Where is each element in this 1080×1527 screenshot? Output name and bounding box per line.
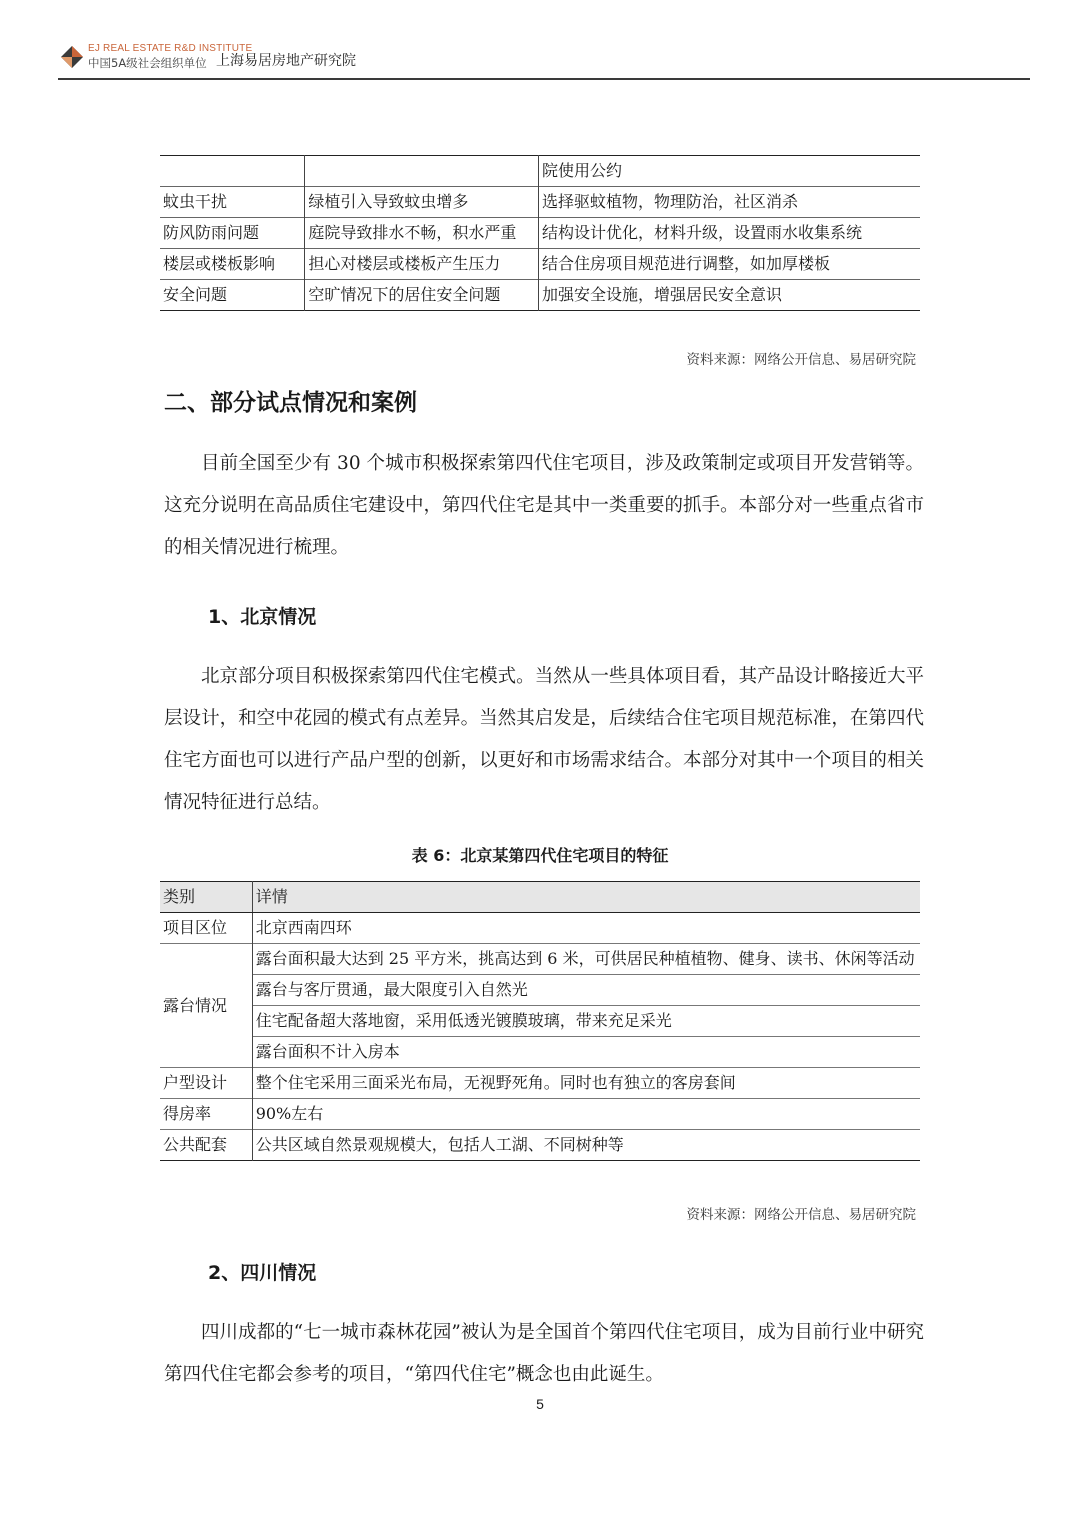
table-row: [160, 1130, 920, 1161]
table-cell: 公共区域自然景观规模大，包括人工湖、不同树种等: [252, 1130, 920, 1161]
table-row: [160, 249, 920, 280]
table-cell: 90%左右: [252, 1099, 920, 1130]
beijing-project-table: [160, 881, 920, 1161]
table-cell: 绿植引入导致蚊虫增多: [305, 187, 539, 218]
sichuan-paragraph: 四川成都的“七一城市森林花园”被认为是全国首个第四代住宅项目，成为目前行业中研究第四代住宅都会参考的项目，“第四代住宅”概念也由此诞生。: [164, 1322, 924, 1385]
table-cell: [305, 156, 539, 187]
table-row: [160, 1068, 920, 1099]
subsection-heading-beijing: 1、北京情况: [208, 606, 317, 628]
table-caption: 表 6：北京某第四代住宅项目的特征: [411, 846, 669, 865]
table-cell: 整个住宅采用三面采光布局，无视野死角。同时也有独立的客房套间: [252, 1068, 920, 1099]
table-cell: 院使用公约: [538, 156, 920, 187]
table-row: [160, 156, 920, 187]
table-cell: [160, 156, 305, 187]
risk-solution-table: [160, 155, 920, 311]
table-header-row: [160, 882, 920, 913]
table-cell: 担心对楼层或楼板产生压力: [305, 249, 539, 280]
table-row: [160, 975, 920, 1006]
org-name: 上海易居房地产研究院: [216, 53, 356, 69]
table-row: [160, 218, 920, 249]
table-cell: 露台面积最大达到 25 平方米，挑高达到 6 米，可供居民种植植物、健身、读书、休闲等活动: [252, 944, 920, 975]
column-header: 详情: [252, 882, 920, 913]
row-label: 得房率: [160, 1099, 252, 1130]
table-cell: 选择驱蚊植物，物理防治，社区消杀: [538, 187, 920, 218]
table-cell: 防风防雨问题: [160, 218, 305, 249]
beijing-paragraph: 北京部分项目积极探索第四代住宅模式。当然从一些具体项目看，其产品设计略接近大平层设计，和空中花园的模式有点差异。当然其启发是，后续结合住宅项目规范标准，在第四代住宅方面也可以进行产品户型的创新，以更好和市场需求结合。本部分对其中一个项目的相关情况特征进行总结。: [164, 666, 924, 813]
table-cell: 结构设计优化，材料升级，设置雨水收集系统: [538, 218, 920, 249]
table-source-note: 资料来源：网络公开信息、易居研究院: [686, 352, 916, 368]
table-cell: 安全问题: [160, 280, 305, 311]
table-row: [160, 1006, 920, 1037]
institute-logo: [60, 45, 84, 69]
column-header: 类别: [160, 882, 252, 913]
row-label: 露台情况: [160, 944, 252, 1068]
table-source-note: 资料来源：网络公开信息、易居研究院: [686, 1207, 916, 1223]
page-number: 5: [536, 1396, 544, 1412]
table-cell: 住宅配备超大落地窗，采用低透光镀膜玻璃，带来充足采光: [252, 1006, 920, 1037]
table-cell: 蚊虫干扰: [160, 187, 305, 218]
section-intro-paragraph: 目前全国至少有 30 个城市积极探索第四代住宅项目，涉及政策制定或项目开发营销等。这充分说明在高品质住宅建设中，第四代住宅是其中一类重要的抓手。本部分对一些重点省市的相关情况进行梳理。: [164, 453, 924, 558]
table-cell: 露台面积不计入房本: [252, 1037, 920, 1068]
org-english-name: EJ REAL ESTATE R&D INSTITUTE: [88, 43, 253, 54]
table-row: [160, 913, 920, 944]
table-cell: 露台与客厅贯通，最大限度引入自然光: [252, 975, 920, 1006]
section-heading: 二、部分试点情况和案例: [164, 390, 417, 416]
table-cell: 空旷情况下的居住安全问题: [305, 280, 539, 311]
org-tagline: 中国5A级社会组织单位: [88, 56, 207, 70]
table-cell: 北京西南四环: [252, 913, 920, 944]
page-header: [58, 40, 1030, 80]
table-cell: 加强安全设施，增强居民安全意识: [538, 280, 920, 311]
table-cell: 楼层或楼板影响: [160, 249, 305, 280]
row-label: 公共配套: [160, 1130, 252, 1161]
subsection-heading-sichuan: 2、四川情况: [208, 1262, 317, 1284]
row-label: 项目区位: [160, 913, 252, 944]
table-cell: 庭院导致排水不畅，积水严重: [305, 218, 539, 249]
row-label: 户型设计: [160, 1068, 252, 1099]
table-row: [160, 944, 920, 975]
table-row: [160, 187, 920, 218]
table-row: [160, 1099, 920, 1130]
table-row: [160, 280, 920, 311]
table-cell: 结合住房项目规范进行调整，如加厚楼板: [538, 249, 920, 280]
table-row: [160, 1037, 920, 1068]
